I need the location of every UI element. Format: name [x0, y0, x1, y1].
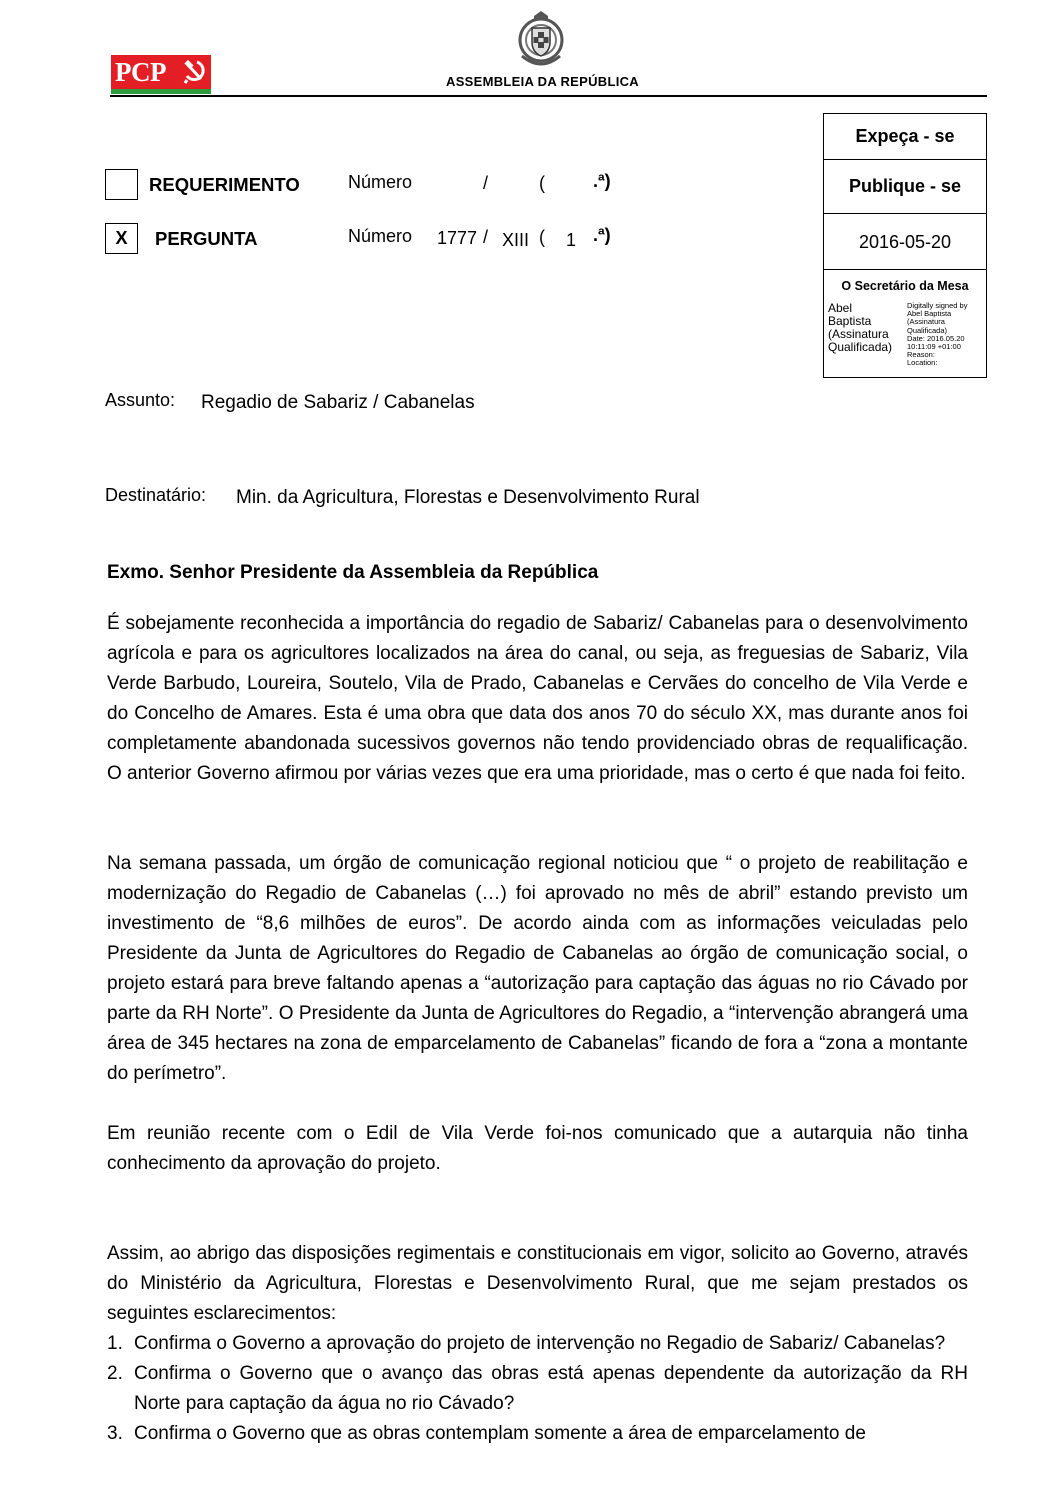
question-item: [107, 1359, 968, 1419]
pergunta-label: PERGUNTA: [155, 228, 258, 249]
paragraph-4: Assim, ao abrigo das disposições regimentais e constitucionais em vigor, solicito ao Governo, através do Ministério da Agricultura, Florestas e Desenvolvimento Rural, que me sejam prestados os seguintes esclarecimentos:: [107, 1243, 968, 1324]
requerimento-ordinal: .ª): [593, 171, 611, 191]
paragraph-2: Na semana passada, um órgão de comunicação regional noticiou que “ o projeto de reabilitação e modernização do Regadio de Cabanelas (…) foi aprovado no mês de abril” estando previsto um investimento de “8,6 milhões de euros”. De acordo ainda com as informações veiculadas pelo Presidente da Junta de Agricultores do Regadio de Cabanelas ao órgão de comunicação social, o projeto estará para breve faltando apenas a “autorização para captação das águas no rio Cávado por parte da RH Norte”. O Presidente da Junta de Agricultores do Regadio, a “intervenção abrangerá uma área de 345 hectares na zona de emparcelamento de Cabanelas” ficando de fora a “zona a montante do perímetro”.: [107, 853, 968, 1084]
question-text: Confirma o Governo que as obras contemplam somente a área de emparcelamento de: [134, 1423, 866, 1444]
assunto-label: Assunto:: [105, 390, 176, 410]
paragraph-3: Em reunião recente com o Edil de Vila Verde foi-nos comunicado que a autarquia não tinha conhecimento da aprovação do projeto.: [107, 1123, 968, 1174]
stamp-date: 2016-05-20: [824, 214, 986, 270]
pergunta-legislature: XIII: [502, 230, 530, 250]
question-text: Confirma o Governo a aprovação do projeto de intervenção no Regadio de Sabariz/ Cabanelas?: [134, 1333, 946, 1354]
requerimento-slash: /: [483, 173, 489, 193]
secretary-title: O Secretário da Mesa: [841, 279, 969, 293]
question-item: [107, 1419, 968, 1449]
paragraph-1: É sobejamente reconhecida a importância do regadio de Sabariz/ Cabanelas para o desenvolvimento agrícola e para os agricultores localizados na área do canal, ou seja, as freguesias de Sabariz, Vila Verde Barbudo, Loureira, Soutelo, Vila de Prado, Cabanelas e Cervães do concelho de Vila Verde e do Concelho de Amares. Esta é uma obra que data dos anos 70 do século XX, mas durante anos foi completamente abandonada sucessivos governos não tendo providenciado obras de requalificação. O anterior Governo afirmou por várias vezes que era uma prioridade, mas o certo é que nada foi feito.: [107, 613, 968, 784]
pergunta-session: 1: [566, 230, 577, 250]
requerimento-paren: (: [539, 173, 545, 193]
question-item: [107, 1329, 968, 1359]
destinatario-value: Min. da Agricultura, Florestas e Desenvolvimento Rural: [236, 487, 700, 508]
question-number: 2.: [107, 1363, 123, 1384]
pergunta-ordinal: .ª): [593, 225, 611, 245]
assunto-value: Regadio de Sabariz / Cabanelas: [201, 392, 475, 413]
hammer-sickle-icon: [183, 59, 207, 85]
pcp-logo-text: PCP: [115, 57, 166, 87]
header-divider: [110, 95, 987, 97]
pergunta-numero-label: Número: [348, 226, 413, 246]
stamp-publique: Publique - se: [824, 160, 986, 214]
pergunta-checkbox: X: [105, 223, 138, 254]
question-number: 1.: [107, 1333, 123, 1354]
parliament-name: ASSEMBLEIA DA REPÚBLICA: [446, 74, 640, 89]
questions-list: [107, 1329, 968, 1449]
pergunta-slash: /: [483, 227, 489, 247]
requerimento-numero-label: Número: [348, 172, 413, 192]
digital-signature-details: Digitally signed by Abel Baptista (Assinatura Qualificada) Date: 2016.05.20 10:11:09 +01:00 Reason: Location:: [907, 301, 968, 368]
salutation: Exmo. Senhor Presidente da Assembleia da República: [107, 562, 599, 583]
pergunta-number: 1777: [437, 228, 478, 248]
requerimento-label: REQUERIMENTO: [149, 174, 300, 195]
question-number: 3.: [107, 1423, 123, 1444]
dispatch-stamp: [823, 113, 987, 378]
question-text: Confirma o Governo que o avanço das obras está apenas dependente da autorização da RH Norte para captação da água no rio Cávado?: [134, 1363, 968, 1414]
signer-name: Abel Baptista (Assinatura Qualificada): [828, 301, 893, 354]
requerimento-checkbox: [105, 169, 138, 200]
destinatario-label: Destinatário:: [105, 485, 207, 505]
pcp-logo: [111, 55, 211, 94]
stamp-expeca: Expeça - se: [824, 114, 986, 160]
pergunta-paren: (: [539, 227, 545, 247]
coat-of-arms-icon: [514, 10, 568, 72]
